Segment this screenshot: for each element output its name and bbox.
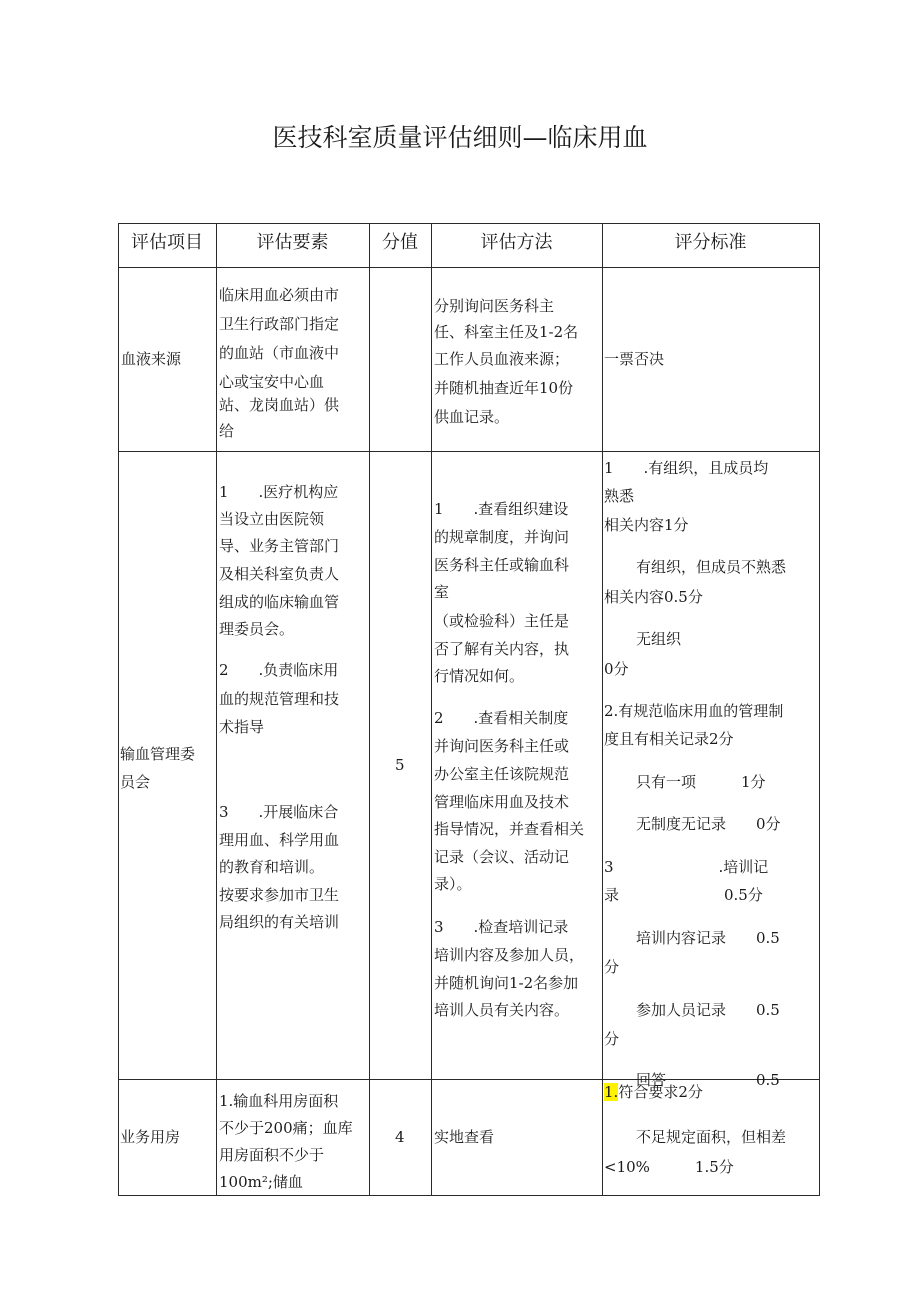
text-line: 指导情况，并查看相关	[434, 820, 585, 838]
text-line: 0分	[604, 660, 629, 678]
text-line: 无组织	[636, 630, 682, 648]
text-line	[604, 1078, 703, 1107]
text-line: 熟悉	[604, 487, 635, 505]
text-line: 员会	[120, 773, 151, 791]
text-line: 局组织的有关培训	[219, 913, 340, 931]
text-line: 办公室主任该院规范	[434, 765, 570, 783]
row2-score: 5	[395, 756, 405, 774]
header-cell-item: 评估项目	[131, 232, 203, 253]
text-line: 供血记录。	[434, 408, 510, 426]
text-line: 心或宝安中心血	[219, 373, 325, 391]
text-line: 录 0.5分	[604, 886, 763, 904]
text-line: 不少于200痛；血库	[219, 1119, 353, 1137]
text-line: 培训内容及参加人员，	[434, 946, 585, 964]
text-line: 度且有相关记录2分	[604, 730, 734, 748]
text-line: 理用血、科学用血	[219, 831, 340, 849]
text-line: 3 .培训记	[604, 858, 769, 876]
text-line: 参加人员记录 0.5	[636, 1001, 780, 1019]
text-line: 分	[604, 958, 620, 976]
text-line: 有组织，但成员不熟悉	[636, 558, 787, 576]
text-line: 临床用血必须由市	[219, 286, 340, 304]
text-line: 医务科主任或输血科	[434, 556, 570, 574]
text-line: 培训人员有关内容。	[434, 1001, 570, 1019]
text-line: 当设立由医院领	[219, 510, 325, 528]
text-line: 给	[219, 422, 235, 440]
text-line: 卫生行政部门指定	[219, 315, 340, 333]
text-line: 分别询问医务科主	[434, 297, 555, 315]
text-line: 及相关科室负责人	[219, 565, 340, 583]
table-column-divider	[602, 223, 603, 1196]
text-line: 并询问医务科主任或	[434, 737, 570, 755]
text-line: <10% 1.5分	[604, 1158, 734, 1176]
clipped-line	[604, 1066, 818, 1089]
row3-method: 实地查看	[434, 1128, 495, 1146]
text-line: 组成的临床输血管	[219, 593, 340, 611]
text-line: 工作人员血液来源；	[434, 350, 570, 368]
header-cell-elements: 评估要素	[256, 232, 329, 253]
text-line: 回答 0.5	[636, 1071, 780, 1089]
text-line: 理委员会。	[219, 620, 295, 638]
text-line: 记录（会议、活动记	[434, 848, 570, 866]
table-column-divider	[216, 223, 217, 1196]
table-row-divider	[118, 451, 820, 452]
text-line: 并随机询问1-2名参加	[434, 974, 579, 992]
text-line: 任、科室主任及1-2名	[434, 323, 579, 341]
text-line: 1 .有组织，且成员均	[604, 459, 769, 477]
header-cell-score: 分值	[382, 232, 418, 253]
table-column-divider	[369, 223, 370, 1196]
text-line: 的血站（市血液中	[219, 344, 340, 362]
text-line: 2 .负责临床用	[219, 661, 339, 679]
table-header-divider	[118, 267, 820, 268]
text-line: （或检验科）主任是	[434, 612, 570, 630]
text-line: 按要求参加市卫生	[219, 886, 340, 904]
row3-score: 4	[395, 1128, 405, 1146]
text-line: 的规章制度，并询问	[434, 528, 570, 546]
table-column-divider	[431, 223, 432, 1196]
text-line: 培训内容记录 0.5	[636, 929, 780, 947]
text-line: 无制度无记录 0分	[636, 815, 781, 833]
text-line: 并随机抽查近年10份	[434, 379, 574, 397]
text-line: 室	[434, 583, 450, 601]
text-line: 3 .开展临床合	[219, 803, 339, 821]
row3-item: 业务用房	[120, 1128, 181, 1146]
text-line: 用房面积不少于	[219, 1146, 325, 1164]
text-line: 2.有规范临床用血的管理制	[604, 702, 784, 720]
row1-item: 血液来源	[121, 350, 182, 368]
text-line: 否了解有关内容，执	[434, 640, 570, 658]
text-line: 相关内容0.5分	[604, 588, 703, 606]
text-line: 3 .检查培训记录	[434, 918, 569, 936]
text-line: 2 .查看相关制度	[434, 709, 569, 727]
text-line: 分	[604, 1030, 620, 1048]
text-line: 只有一项 1分	[636, 773, 766, 791]
text-line: 1 .医疗机构应	[219, 483, 339, 501]
standard-first-text: 符合要求2分	[618, 1083, 703, 1101]
highlighted-number: 1.	[604, 1083, 619, 1101]
text-line: 录）。	[434, 875, 472, 893]
text-line: 管理临床用血及技术	[434, 793, 570, 811]
text-line: 100m²;储血	[219, 1173, 303, 1191]
header-cell-standard: 评分标准	[674, 232, 747, 253]
page-title: 医技科室质量评估细则—临床用血	[272, 123, 648, 152]
text-line: 导、业务主管部门	[219, 537, 340, 555]
header-cell-method: 评估方法	[480, 232, 553, 253]
text-line: 站、龙岗血站）供	[219, 396, 340, 414]
text-line: 输血管理委	[120, 745, 196, 763]
text-line: 术指导	[219, 718, 265, 736]
text-line: 1 .查看组织建设	[434, 500, 569, 518]
text-line: 相关内容1分	[604, 516, 689, 534]
text-line: 行情况如何。	[434, 667, 525, 685]
table-border-right	[819, 223, 820, 1196]
text-line: 不足规定面积，但相差	[636, 1128, 787, 1146]
table-border-top	[118, 223, 820, 224]
text-line: 血的规范管理和技	[219, 690, 340, 708]
table-border-left	[118, 223, 119, 1196]
text-line: 的教育和培训。	[219, 858, 325, 876]
row1-standard: 一票否决	[604, 350, 665, 368]
text-line: 1.输血科用房面积	[219, 1092, 339, 1110]
